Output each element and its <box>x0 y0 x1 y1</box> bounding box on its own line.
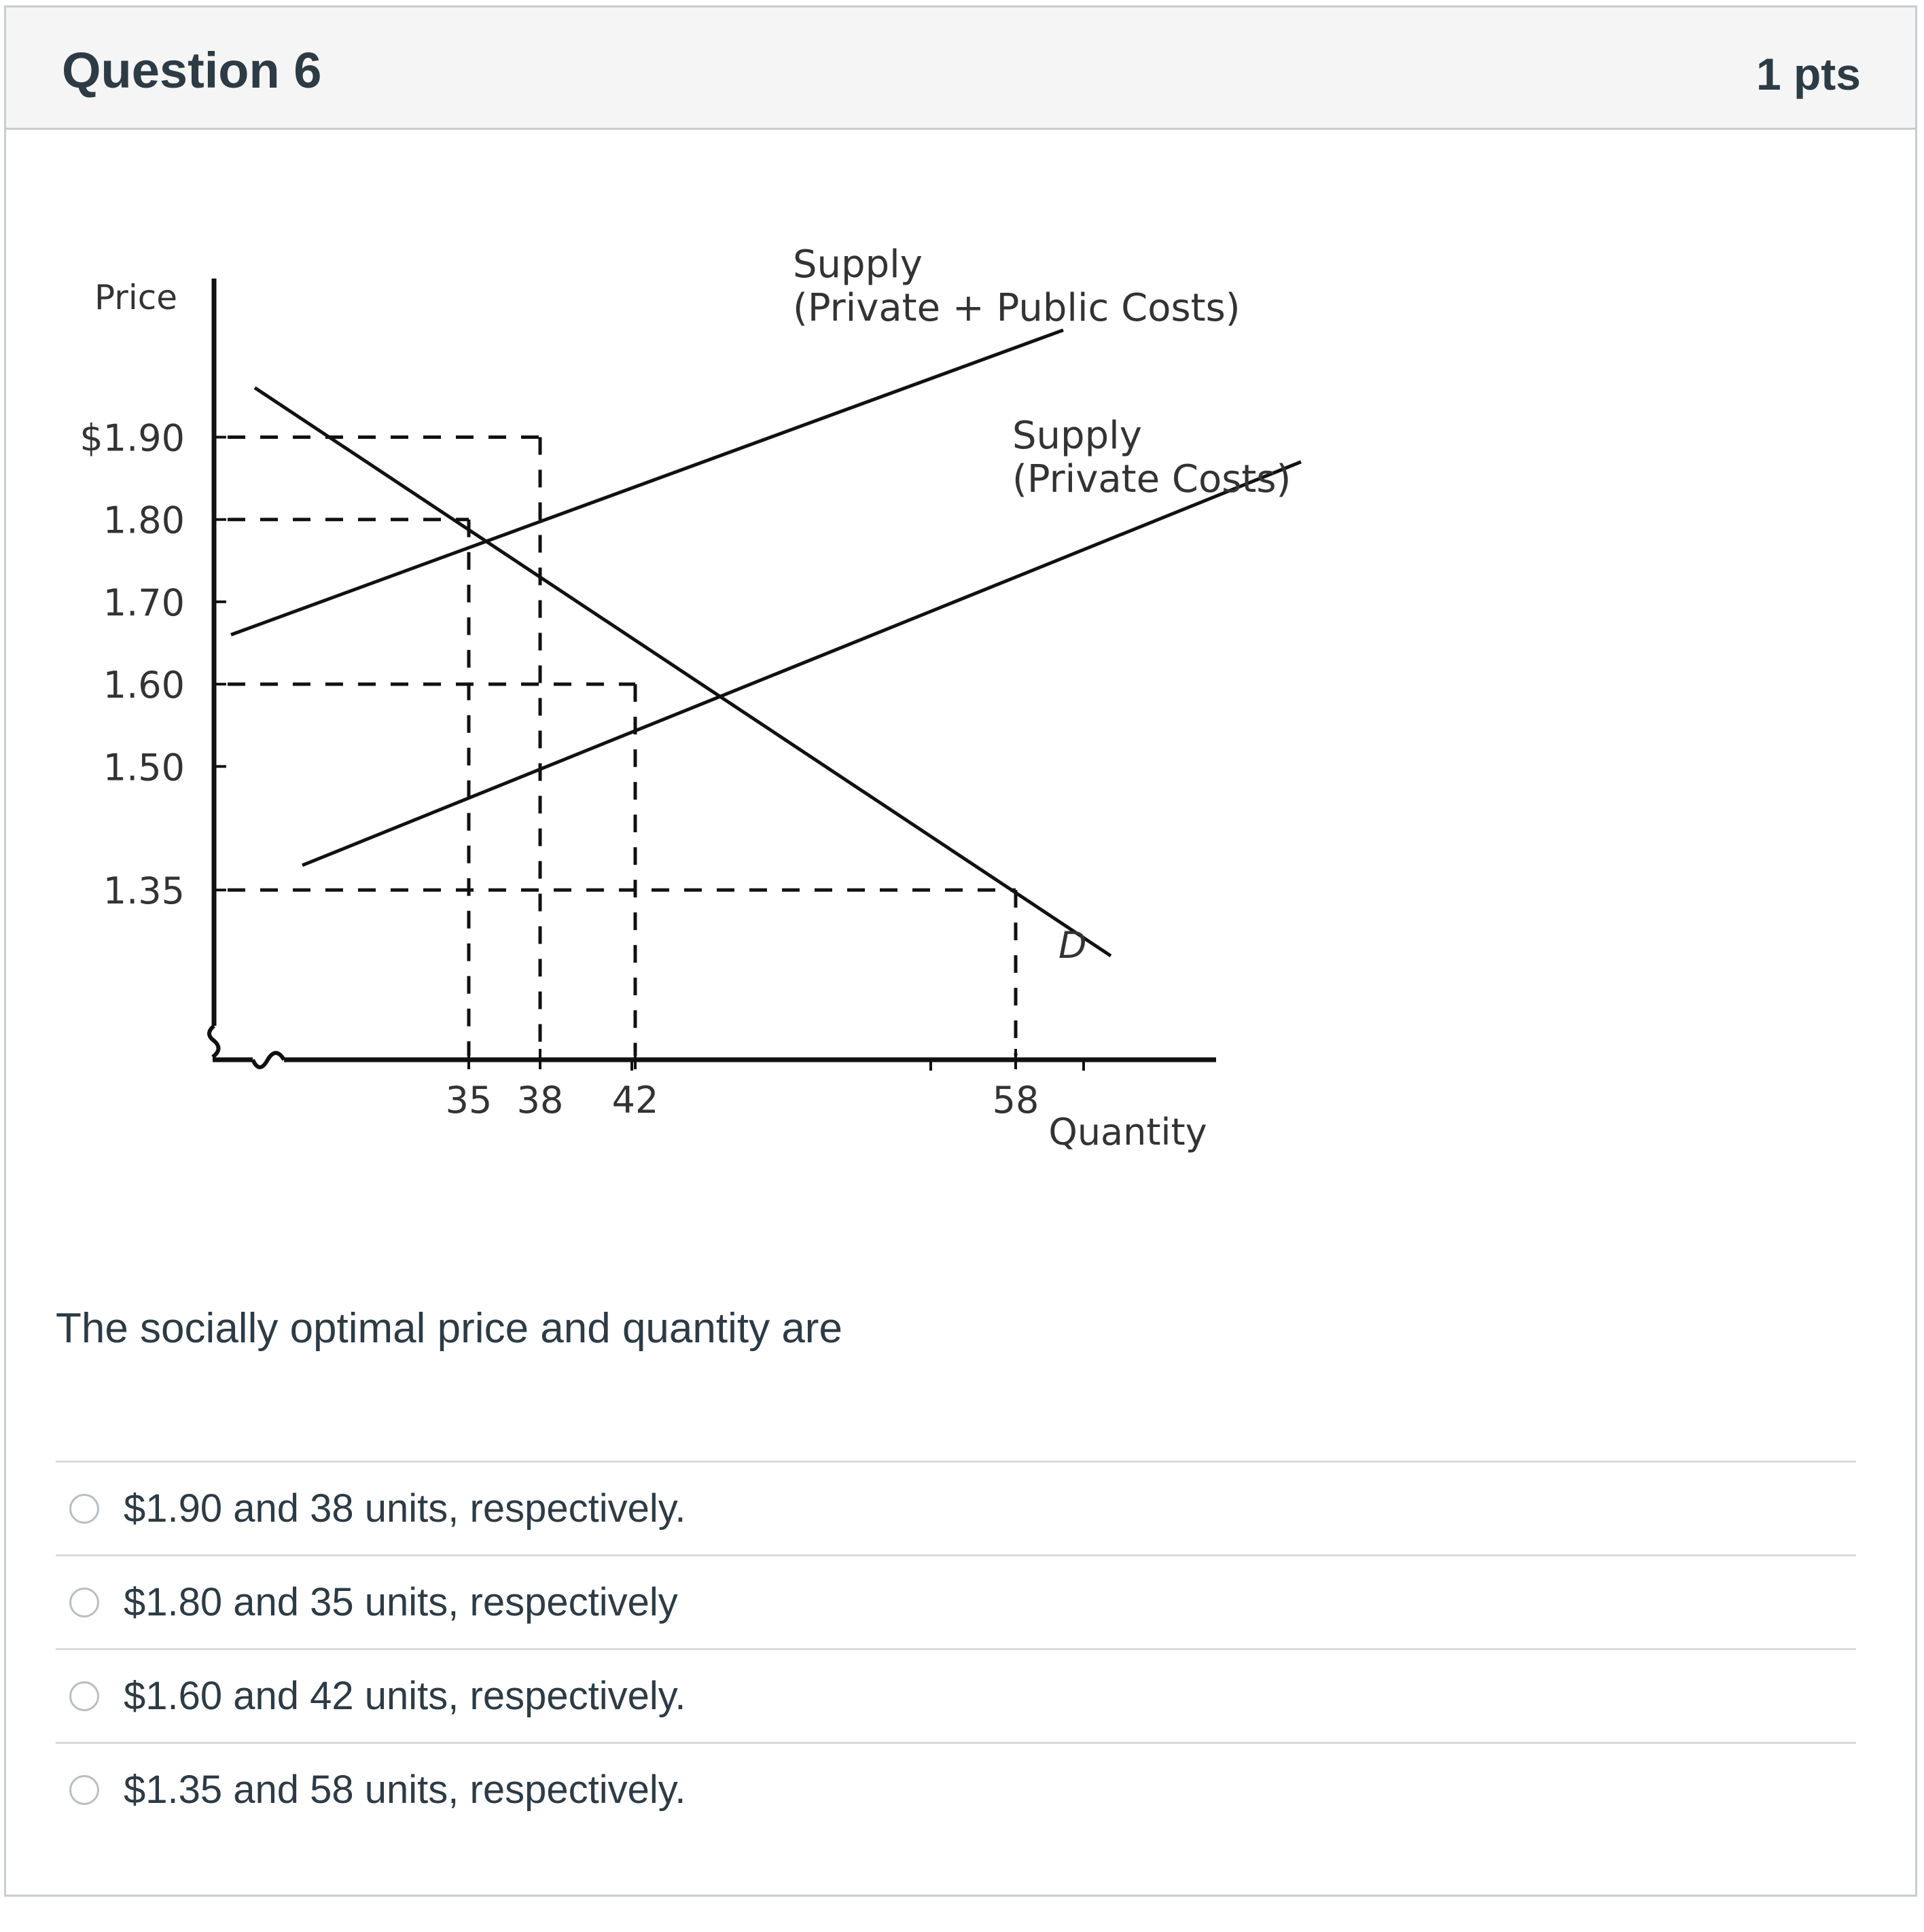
x-tick-label: 38 <box>516 1079 564 1122</box>
x-axis-label: Quantity <box>1048 1111 1207 1153</box>
supply-demand-chart <box>41 224 1332 1209</box>
y-tick-label: 1.50 <box>103 746 185 789</box>
radio-button[interactable] <box>69 1494 99 1524</box>
question-points: 1 pts <box>1756 49 1861 99</box>
supply-social-label: (Private + Public Costs) <box>793 286 1241 330</box>
x-axis-break <box>253 1053 284 1067</box>
demand-curve <box>255 388 1111 956</box>
demand-label: D <box>1058 924 1087 967</box>
supply-social-label: Supply <box>793 243 923 287</box>
answer-label: $1.90 and 38 units, respectively. <box>124 1486 686 1531</box>
radio-button[interactable] <box>69 1588 99 1617</box>
y-tick-label: $1.90 <box>79 416 185 460</box>
answer-option[interactable] <box>56 1461 1856 1554</box>
question-title: Question 6 <box>62 42 322 99</box>
y-axis-break <box>209 1026 219 1057</box>
y-tick-label: 1.35 <box>103 870 185 913</box>
answer-option[interactable] <box>56 1742 1856 1836</box>
answer-label: $1.80 and 35 units, respectively <box>124 1580 678 1624</box>
y-tick-label: 1.80 <box>103 499 185 542</box>
y-tick-label: 1.60 <box>103 664 185 707</box>
supply-private-curve <box>302 462 1301 865</box>
answer-list <box>56 1461 1856 1836</box>
y-tick-label: 1.70 <box>103 581 185 624</box>
x-tick-label: 35 <box>445 1079 493 1122</box>
supply-private-label: Supply <box>1012 414 1142 458</box>
y-axis-label: Price <box>94 278 177 317</box>
question-text: The socially optimal price and quantity are <box>56 1305 842 1352</box>
answer-option[interactable] <box>56 1554 1856 1648</box>
question-header <box>6 7 1915 130</box>
answer-label: $1.35 and 58 units, respectively. <box>124 1768 686 1812</box>
radio-button[interactable] <box>69 1775 99 1805</box>
radio-button[interactable] <box>69 1681 99 1711</box>
x-tick-label: 58 <box>992 1079 1039 1122</box>
answer-option[interactable] <box>56 1648 1856 1742</box>
answer-label: $1.60 and 42 units, respectively. <box>124 1674 686 1718</box>
supply-private-label: (Private Costs) <box>1012 457 1291 501</box>
x-tick-label: 42 <box>611 1079 659 1122</box>
supply-social-curve <box>231 330 1063 634</box>
